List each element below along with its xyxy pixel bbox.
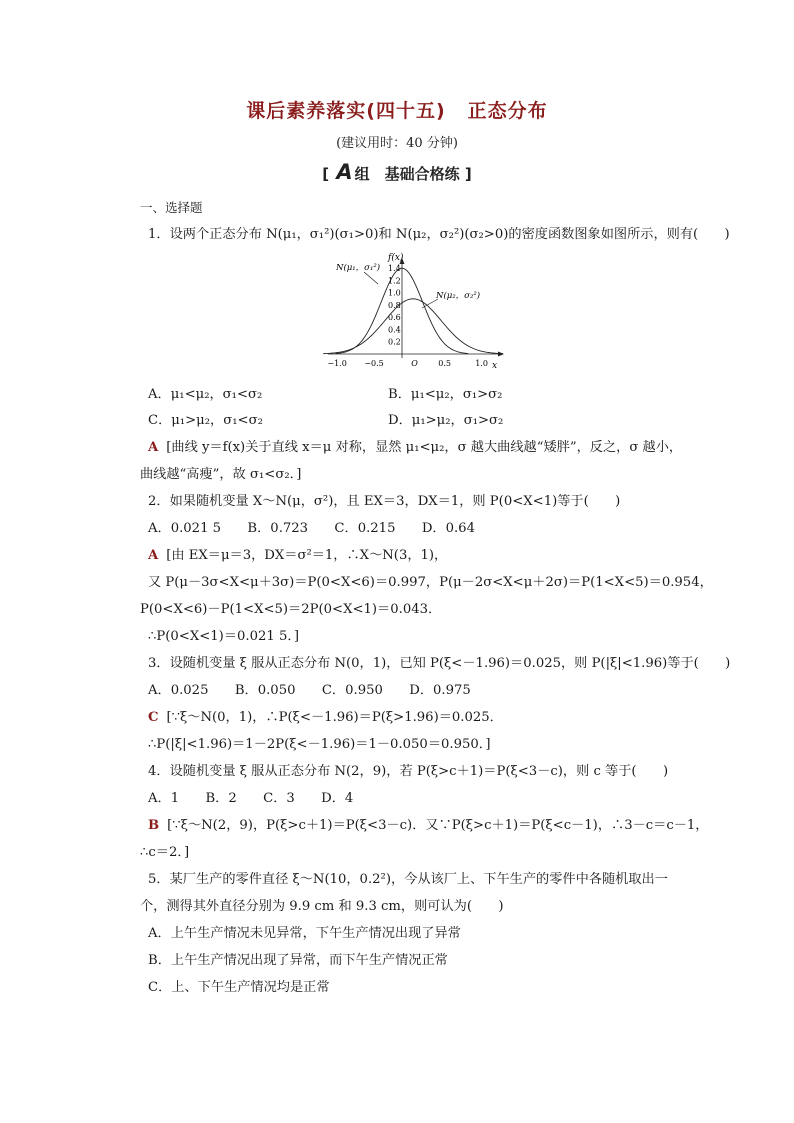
y-tick-label: 0.4 [388, 325, 401, 335]
group-letter: A [336, 160, 353, 184]
q1-answer-letter: A [148, 440, 159, 455]
q4-answer-letter: B [148, 818, 160, 833]
x-tick-label: −0.5 [364, 359, 384, 368]
q5-option-c: C．上、下午生产情况均是正常 [148, 980, 330, 995]
density-figure [318, 248, 508, 372]
q1-stem: 1．设两个正态分布 N(μ₁，σ₁²)(σ₁>0)和 N(μ₂，σ₂²)(σ₂>0)的密度函数图象如图所示，则有( ) [148, 227, 730, 242]
q3-answer: C [∵ξ～N(0，1)，∴P(ξ<－1.96)＝P(ξ>1.96)＝0.025． [148, 710, 503, 725]
page-title [0, 96, 794, 123]
q3-stem: 3．设随机变量 ξ 服从正态分布 N(0，1)，已知 P(ξ<－1.96)＝0.025，则 P(|ξ|<1.96)等于( ) [148, 656, 731, 671]
group-text: 组 基础合格练 [354, 165, 460, 183]
q4-answer: B [∵ξ～N(2，9)，P(ξ>c＋1)＝P(ξ<3－c)．又∵P(ξ>c＋1)＝P(ξ<c－1)，∴3－c＝c－1， [148, 818, 709, 833]
q5-stem-line2: 个，测得其外直径分别为 9.9 cm 和 9.3 cm，则可认为( ) [140, 899, 504, 914]
q2-options: A．0.021 5 B．0.723 C．0.215 D．0.64 [148, 521, 475, 536]
q4-stem: 4．设随机变量 ξ 服从正态分布 N(2，9)，若 P(ξ>c＋1)＝P(ξ<3－c)，则 c 等于( ) [148, 764, 669, 779]
q2-answer-letter: A [148, 548, 159, 563]
q3-answer-letter: C [148, 710, 159, 725]
title-topic: 正态分布 [467, 100, 548, 122]
q1-answer-cont: 曲线越“高瘦”，故 σ₁<σ₂．] [140, 467, 302, 482]
suggested-time: (建议用时：40 分钟) [336, 136, 458, 151]
q2-answer-line4: ∴P(0<X<1)＝0.021 5．] [148, 629, 300, 644]
y-tick-label: 0.8 [388, 300, 401, 310]
curve-n2 [323, 299, 503, 354]
x-tick-labels [327, 359, 488, 368]
y-tick-label: 1.0 [388, 288, 401, 298]
curve1-pointer [364, 272, 378, 284]
q2-answer-line3: P(0<X<6)－P(1<X<5)＝2P(0<X<1)＝0.043． [140, 602, 442, 617]
curve2-label: N(μ₂，σ₂²) [436, 291, 481, 301]
q5-option-a: A．上午生产情况未见异常，下午生产情况出现了异常 [148, 926, 461, 941]
q5-stem: 5．某厂生产的零件直径 ξ～N(10，0.2²)，今从该厂上、下午生产的零件中各随机取出一 [148, 872, 668, 887]
q1-option-d: D．μ₁>μ₂，σ₁>σ₂ [388, 413, 504, 428]
y-tick-label: 1.2 [388, 276, 401, 286]
q2-stem: 2．如果随机变量 X～N(μ，σ²)，且 EX＝3，DX＝1，则 P(0<X<1)等于( ) [148, 494, 621, 509]
q3-options: A．0.025 B．0.050 C．0.950 D．0.975 [148, 683, 471, 698]
q2-answer: A [由 EX＝μ＝3，DX＝σ²＝1，∴X～N(3，1)， [148, 548, 448, 563]
x-tick-label: 0.5 [438, 359, 451, 368]
q1-option-b: B．μ₁<μ₂，σ₁>σ₂ [388, 387, 503, 402]
x-tick-label: O [411, 359, 418, 368]
section-label: 一、选择题 [140, 200, 203, 215]
y-tick-label: 0.6 [388, 313, 401, 323]
q1-answer: A [曲线 y＝f(x)关于直线 x＝μ 对称，显然 μ₁<μ₂，σ 越大曲线越“矮胖”，反之，σ 越小， [148, 440, 683, 455]
q5-option-b: B．上午生产情况出现了异常，而下午生产情况正常 [148, 953, 448, 968]
y-tick-label: 1.4 [388, 264, 401, 274]
q4-answer-line2: ∴c＝2．] [140, 845, 190, 860]
q3-answer-line2: ∴P(|ξ|<1.96)＝1－2P(ξ<－1.96)＝1－0.050＝0.950．] [148, 737, 491, 752]
curve1-label: N(μ₁，σ₁²) [336, 263, 381, 273]
q4-options: A．1 B．2 C．3 D．4 [148, 791, 354, 806]
y-axis-label: f(x) [388, 253, 404, 263]
title-main: 课后素养落实(四十五) [246, 100, 446, 122]
x-axis-label: x [492, 361, 498, 371]
x-tick-label: −1.0 [327, 359, 347, 368]
x-tick-label: 1.0 [475, 359, 488, 368]
q2-answer-line2: 又 P(μ－3σ<X<μ＋3σ)＝P(0<X<6)＝0.997，P(μ－2σ<X<μ＋2σ)＝P(1<X<5)＝0.954， [148, 575, 713, 590]
y-tick-label: 0.2 [388, 337, 401, 347]
q1-option-c: C．μ₁>μ₂，σ₁<σ₂ [148, 413, 263, 428]
q1-option-a: A．μ₁<μ₂，σ₁<σ₂ [148, 387, 263, 402]
group-heading: [ A 组 基础合格练 ] [322, 160, 472, 184]
